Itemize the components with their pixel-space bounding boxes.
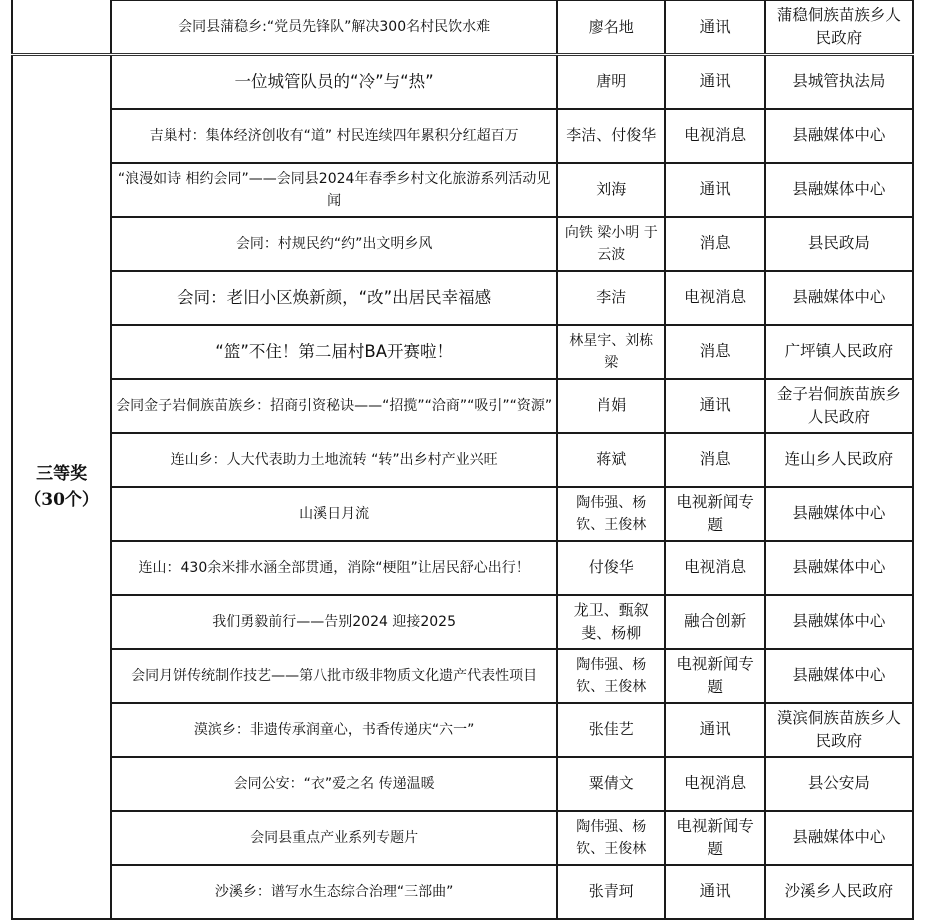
table-row	[12, 433, 913, 487]
table-row	[12, 811, 913, 865]
unit-cell: 蒲稳侗族苗族乡人民政府	[765, 0, 913, 55]
category-name: 三等奖	[36, 463, 88, 484]
title-cell: 我们勇毅前行——告别2024 迎接2025	[111, 595, 557, 649]
table-row	[12, 541, 913, 595]
category-cell-third-prize	[12, 55, 111, 919]
title-cell: 会同金子岩侗族苗族乡：招商引资秘诀——“招揽”“洽商”“吸引”“资源”	[111, 379, 557, 433]
unit-cell: 县融媒体中心	[765, 811, 913, 865]
table-row	[12, 703, 913, 757]
unit-cell: 县公安局	[765, 757, 913, 811]
title-cell: 会同：村规民约“约”出文明乡风	[111, 217, 557, 271]
title-cell: 会同公安：“衣”爱之名 传递温暖	[111, 757, 557, 811]
type-cell: 电视消息	[665, 109, 764, 163]
type-cell: 电视消息	[665, 541, 764, 595]
title-cell: 吉巢村：集体经济创收有“道” 村民连续四年累积分红超百万	[111, 109, 557, 163]
type-cell: 通讯	[665, 163, 764, 217]
author-cell: 廖名地	[557, 0, 665, 55]
title-cell: 会同：老旧小区焕新颜，“改”出居民幸福感	[111, 271, 557, 325]
category-count: （30个）	[24, 489, 99, 510]
author-cell: 陶伟强、杨钦、王俊林	[557, 649, 665, 703]
type-cell: 电视消息	[665, 271, 764, 325]
table-row	[12, 595, 913, 649]
unit-cell: 沙溪乡人民政府	[765, 865, 913, 919]
author-cell: 李洁、付俊华	[557, 109, 665, 163]
type-cell: 通讯	[665, 0, 764, 55]
author-cell: 蒋斌	[557, 433, 665, 487]
author-cell: 粟倩文	[557, 757, 665, 811]
type-cell: 通讯	[665, 379, 764, 433]
type-cell: 消息	[665, 217, 764, 271]
title-cell: “篮”不住！第二届村BA开赛啦！	[111, 325, 557, 379]
table-row	[12, 757, 913, 811]
title-cell: 一位城管队员的“冷”与“热”	[111, 55, 557, 109]
unit-cell: 广坪镇人民政府	[765, 325, 913, 379]
author-cell: 张青珂	[557, 865, 665, 919]
table-row	[12, 55, 913, 109]
author-cell: 林星宇、刘栋梁	[557, 325, 665, 379]
table-row	[12, 865, 913, 919]
type-cell: 通讯	[665, 55, 764, 109]
title-cell: 沙溪乡：谱写水生态综合治理“三部曲”	[111, 865, 557, 919]
type-cell: 电视新闻专题	[665, 649, 764, 703]
author-cell: 李洁	[557, 271, 665, 325]
table-row	[12, 379, 913, 433]
unit-cell: 县城管执法局	[765, 55, 913, 109]
table-row	[12, 649, 913, 703]
title-cell: 连山乡：人大代表助力土地流转 “转”出乡村产业兴旺	[111, 433, 557, 487]
author-cell: 刘海	[557, 163, 665, 217]
unit-cell: 县融媒体中心	[765, 163, 913, 217]
type-cell: 消息	[665, 325, 764, 379]
unit-cell: 县融媒体中心	[765, 109, 913, 163]
author-cell: 张佳艺	[557, 703, 665, 757]
unit-cell: 金子岩侗族苗族乡人民政府	[765, 379, 913, 433]
author-cell: 唐明	[557, 55, 665, 109]
table-row	[12, 217, 913, 271]
title-cell: 会同县蒲稳乡:“党员先锋队”解决300名村民饮水难	[111, 0, 557, 55]
author-cell: 陶伟强、杨钦、王俊林	[557, 487, 665, 541]
table-row	[12, 325, 913, 379]
unit-cell: 县民政局	[765, 217, 913, 271]
table-row	[12, 163, 913, 217]
table-row-continued	[12, 0, 913, 55]
unit-cell: 县融媒体中心	[765, 649, 913, 703]
unit-cell: 县融媒体中心	[765, 271, 913, 325]
unit-cell: 县融媒体中心	[765, 595, 913, 649]
title-cell: “浪漫如诗 相约会同”——会同县2024年春季乡村文化旅游系列活动见闻	[111, 163, 557, 217]
table-row	[12, 109, 913, 163]
author-cell: 向铁 梁小明 于云波	[557, 217, 665, 271]
awards-table	[11, 0, 914, 920]
unit-cell: 连山乡人民政府	[765, 433, 913, 487]
type-cell: 通讯	[665, 865, 764, 919]
type-cell: 电视消息	[665, 757, 764, 811]
type-cell: 消息	[665, 433, 764, 487]
title-cell: 漠滨乡：非遗传承润童心，书香传递庆“六一”	[111, 703, 557, 757]
author-cell: 肖娟	[557, 379, 665, 433]
title-cell: 连山：430余米排水涵全部贯通，消除“梗阻”让居民舒心出行！	[111, 541, 557, 595]
author-cell: 陶伟强、杨钦、王俊林	[557, 811, 665, 865]
category-cell-empty	[12, 0, 111, 55]
unit-cell: 县融媒体中心	[765, 487, 913, 541]
title-cell: 会同县重点产业系列专题片	[111, 811, 557, 865]
author-cell: 龙卫、甄叙斐、杨柳	[557, 595, 665, 649]
title-cell: 山溪日月流	[111, 487, 557, 541]
type-cell: 融合创新	[665, 595, 764, 649]
type-cell: 电视新闻专题	[665, 811, 764, 865]
unit-cell: 县融媒体中心	[765, 541, 913, 595]
table-row	[12, 271, 913, 325]
type-cell: 通讯	[665, 703, 764, 757]
unit-cell: 漠滨侗族苗族乡人民政府	[765, 703, 913, 757]
type-cell: 电视新闻专题	[665, 487, 764, 541]
title-cell: 会同月饼传统制作技艺——第八批市级非物质文化遗产代表性项目	[111, 649, 557, 703]
table-row	[12, 487, 913, 541]
author-cell: 付俊华	[557, 541, 665, 595]
